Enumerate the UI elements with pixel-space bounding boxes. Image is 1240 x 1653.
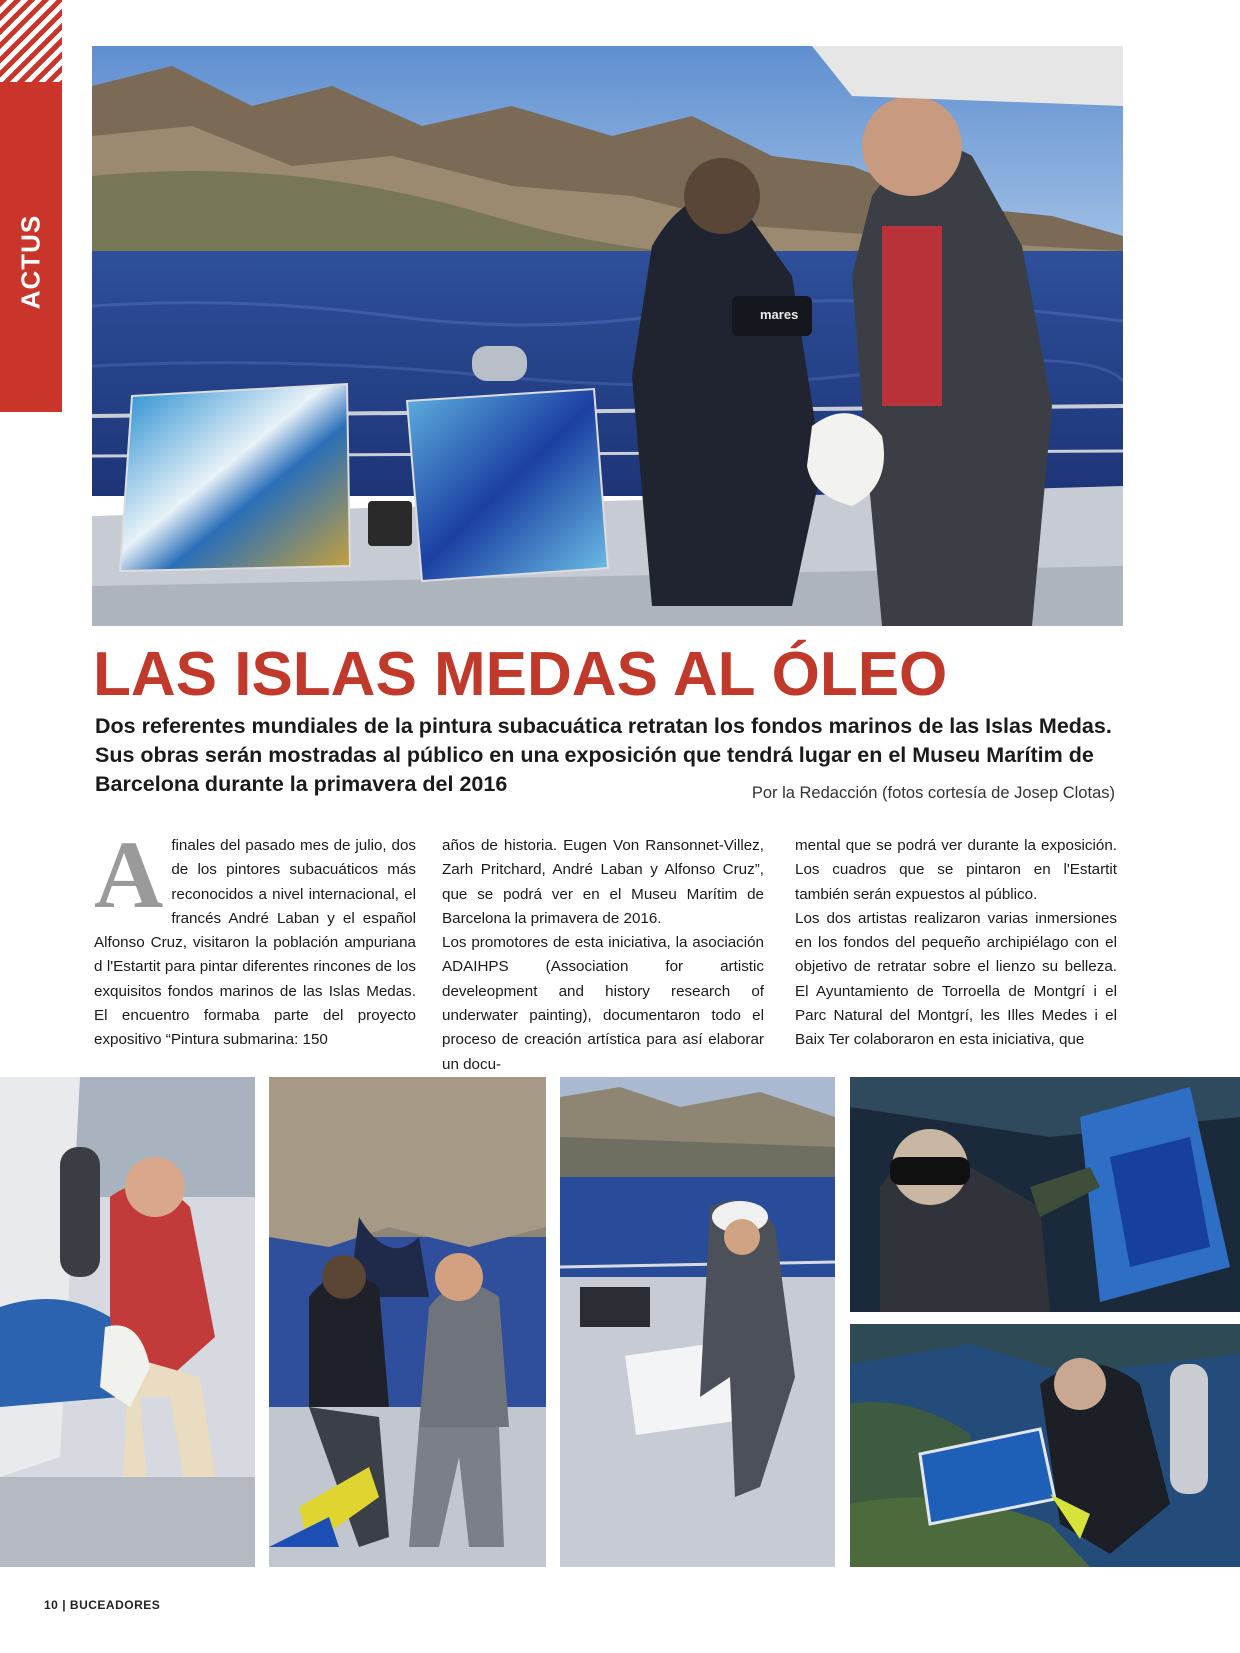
column-2-paragraph-2: Los promotores de esta iniciativa, la asociación ADAIHPS (Association for artistic develeopment and history research of underwater painting), documentaron todo el proceso de creación artística para así elaborar un docu- bbox=[442, 934, 764, 1073]
article-title: LAS ISLAS MEDAS AL ÓLEO bbox=[93, 640, 948, 709]
wetsuit-brand-text: mares bbox=[760, 307, 799, 322]
article-subtitle: Dos referentes mundiales de la pintura subacuática retratan los fondos marinos de las Islas Medas. Sus obras serán mostradas al público en una exposición que tendrá lugar en el Museu Marítim de Barcelona durante la primavera del 2016 bbox=[95, 714, 1112, 796]
photo-painter-at-canvas bbox=[560, 1077, 835, 1567]
column-3-paragraph-2: Los dos artistas realizaron varias inmersiones en los fondos del pequeño archipiélago con el objetivo de retratar sobre el lienzo su belleza. El Ayuntamiento de Torroella de Montgrí i el Parc Natural del Montgrí, les Illes Medes i el Baix Ter colaboraron en esta iniciativa, que bbox=[795, 909, 1117, 1049]
article-column-2 bbox=[442, 834, 764, 1077]
photo-underwater-painter-2 bbox=[850, 1324, 1240, 1567]
section-tab bbox=[0, 82, 62, 412]
decorative-stripes bbox=[0, 0, 62, 82]
photo-divers-seated bbox=[269, 1077, 546, 1567]
article-column-1 bbox=[94, 821, 416, 1053]
page-number: 10 bbox=[44, 1598, 59, 1612]
column-2-paragraph-1: años de historia. Eugen Von Ransonnet-Villez, Zarh Pritchard, André Laban y Alfonso Cruz”, que se podrá ver en el Museu Marítim de Barcelona la primavera de 2016. bbox=[442, 837, 764, 927]
photo-underwater-painter-1 bbox=[850, 1077, 1240, 1312]
column-1-text: finales del pasado mes de julio, dos de los pintores subacuáticos más reconocidos a nivel internacional, el francés André Laban y el español Alfonso Cruz, visitaron la población ampuriana d l'Estartit para pintar diferentes rincones de los exquisitos fondos marinos de las Islas Medas. El encuentro formaba parte del proyecto expositivo “Pintura submarina: 150 bbox=[94, 837, 416, 1049]
column-3-paragraph-1: mental que se podrá ver durante la exposición. Los cuadros que se pintaron en l'Estartit también serán expuestos al público. bbox=[795, 837, 1117, 903]
publication-name: BUCEADORES bbox=[69, 1598, 161, 1612]
drop-cap: A bbox=[94, 821, 164, 928]
page-footer bbox=[44, 1598, 160, 1612]
article-column-3 bbox=[795, 834, 1117, 1053]
hero-photo bbox=[92, 46, 1123, 626]
section-tab-label: ACTUS bbox=[15, 214, 46, 310]
photo-painter-on-boat bbox=[0, 1077, 255, 1567]
footer-separator: | bbox=[62, 1598, 67, 1612]
byline: Por la Redacción (fotos cortesía de Josep Clotas) bbox=[751, 784, 1115, 802]
